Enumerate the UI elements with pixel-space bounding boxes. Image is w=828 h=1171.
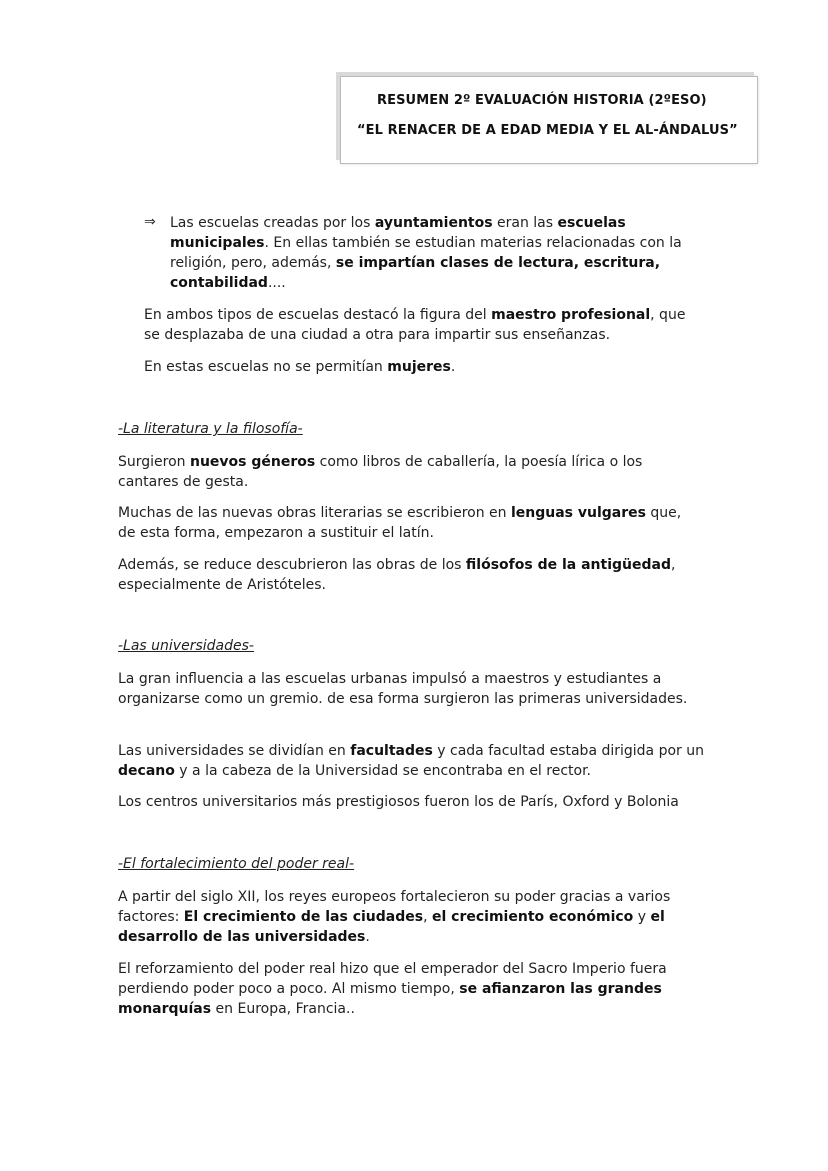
- paragraph-facultades: Las universidades se dividían en facultades y cada facultad estaba dirigida por un decano y a la cabeza de la Universidad se encontraba en el rector.: [118, 743, 704, 779]
- header-subtitle: “EL RENACER DE A EDAD MEDIA Y EL AL-ÁNDALUS”: [357, 123, 738, 138]
- paragraph-monarquias: El reforzamiento del poder real hizo que el emperador del Sacro Imperio fuera perdiendo poder poco a poco. Al mismo tiempo, se afianzaron las grandes monarquías en Europa, Francia..: [118, 961, 667, 1017]
- arrow-bullet-icon: ⇒: [144, 214, 156, 230]
- paragraph-mujeres: En estas escuelas no se permitían mujeres.: [144, 359, 456, 375]
- paragraph-generos: Surgieron nuevos géneros como libros de caballería, la poesía lírica o los cantares de gesta.: [118, 454, 643, 490]
- paragraph-maestro: En ambos tipos de escuelas destacó la figura del maestro profesional, que se desplazaba de una ciudad a otra para impartir sus enseñanzas.: [144, 307, 686, 343]
- paragraph-gremio: La gran influencia a las escuelas urbanas impulsó a maestros y estudiantes a organizarse como un gremio. de esa forma surgieron las primeras universidades.: [118, 671, 688, 707]
- paragraph-filosofos: Además, se reduce descubrieron las obras de los filósofos de la antigüedad, especialmente de Aristóteles.: [118, 557, 676, 593]
- paragraph-centros: Los centros universitarios más prestigiosos fueron los de París, Oxford y Bolonia: [118, 794, 679, 810]
- paragraph-factores: A partir del siglo XII, los reyes europeos fortalecieron su poder gracias a varios factores: El crecimiento de las ciudades, el crecimiento económico y el desarrollo de las universidades.: [118, 889, 671, 945]
- section-title-universidades: -Las universidades-: [118, 638, 254, 654]
- section-title-poder-real: -El fortalecimiento del poder real-: [118, 856, 355, 872]
- bullet-escuelas-municipales: Las escuelas creadas por los ayuntamientos eran las escuelas municipales. En ellas también se estudian materias relacionadas con la religión, pero, además, se impartían clases de lectura, escritura, contabilidad....: [170, 215, 682, 291]
- paragraph-lenguas: Muchas de las nuevas obras literarias se escribieron en lenguas vulgares que, de esta forma, empezaron a sustituir el latín.: [118, 505, 682, 541]
- header-title: RESUMEN 2º EVALUACIÓN HISTORIA (2ºESO): [377, 93, 707, 108]
- section-title-literatura: -La literatura y la filosofía-: [118, 421, 303, 437]
- header-box: [340, 76, 758, 164]
